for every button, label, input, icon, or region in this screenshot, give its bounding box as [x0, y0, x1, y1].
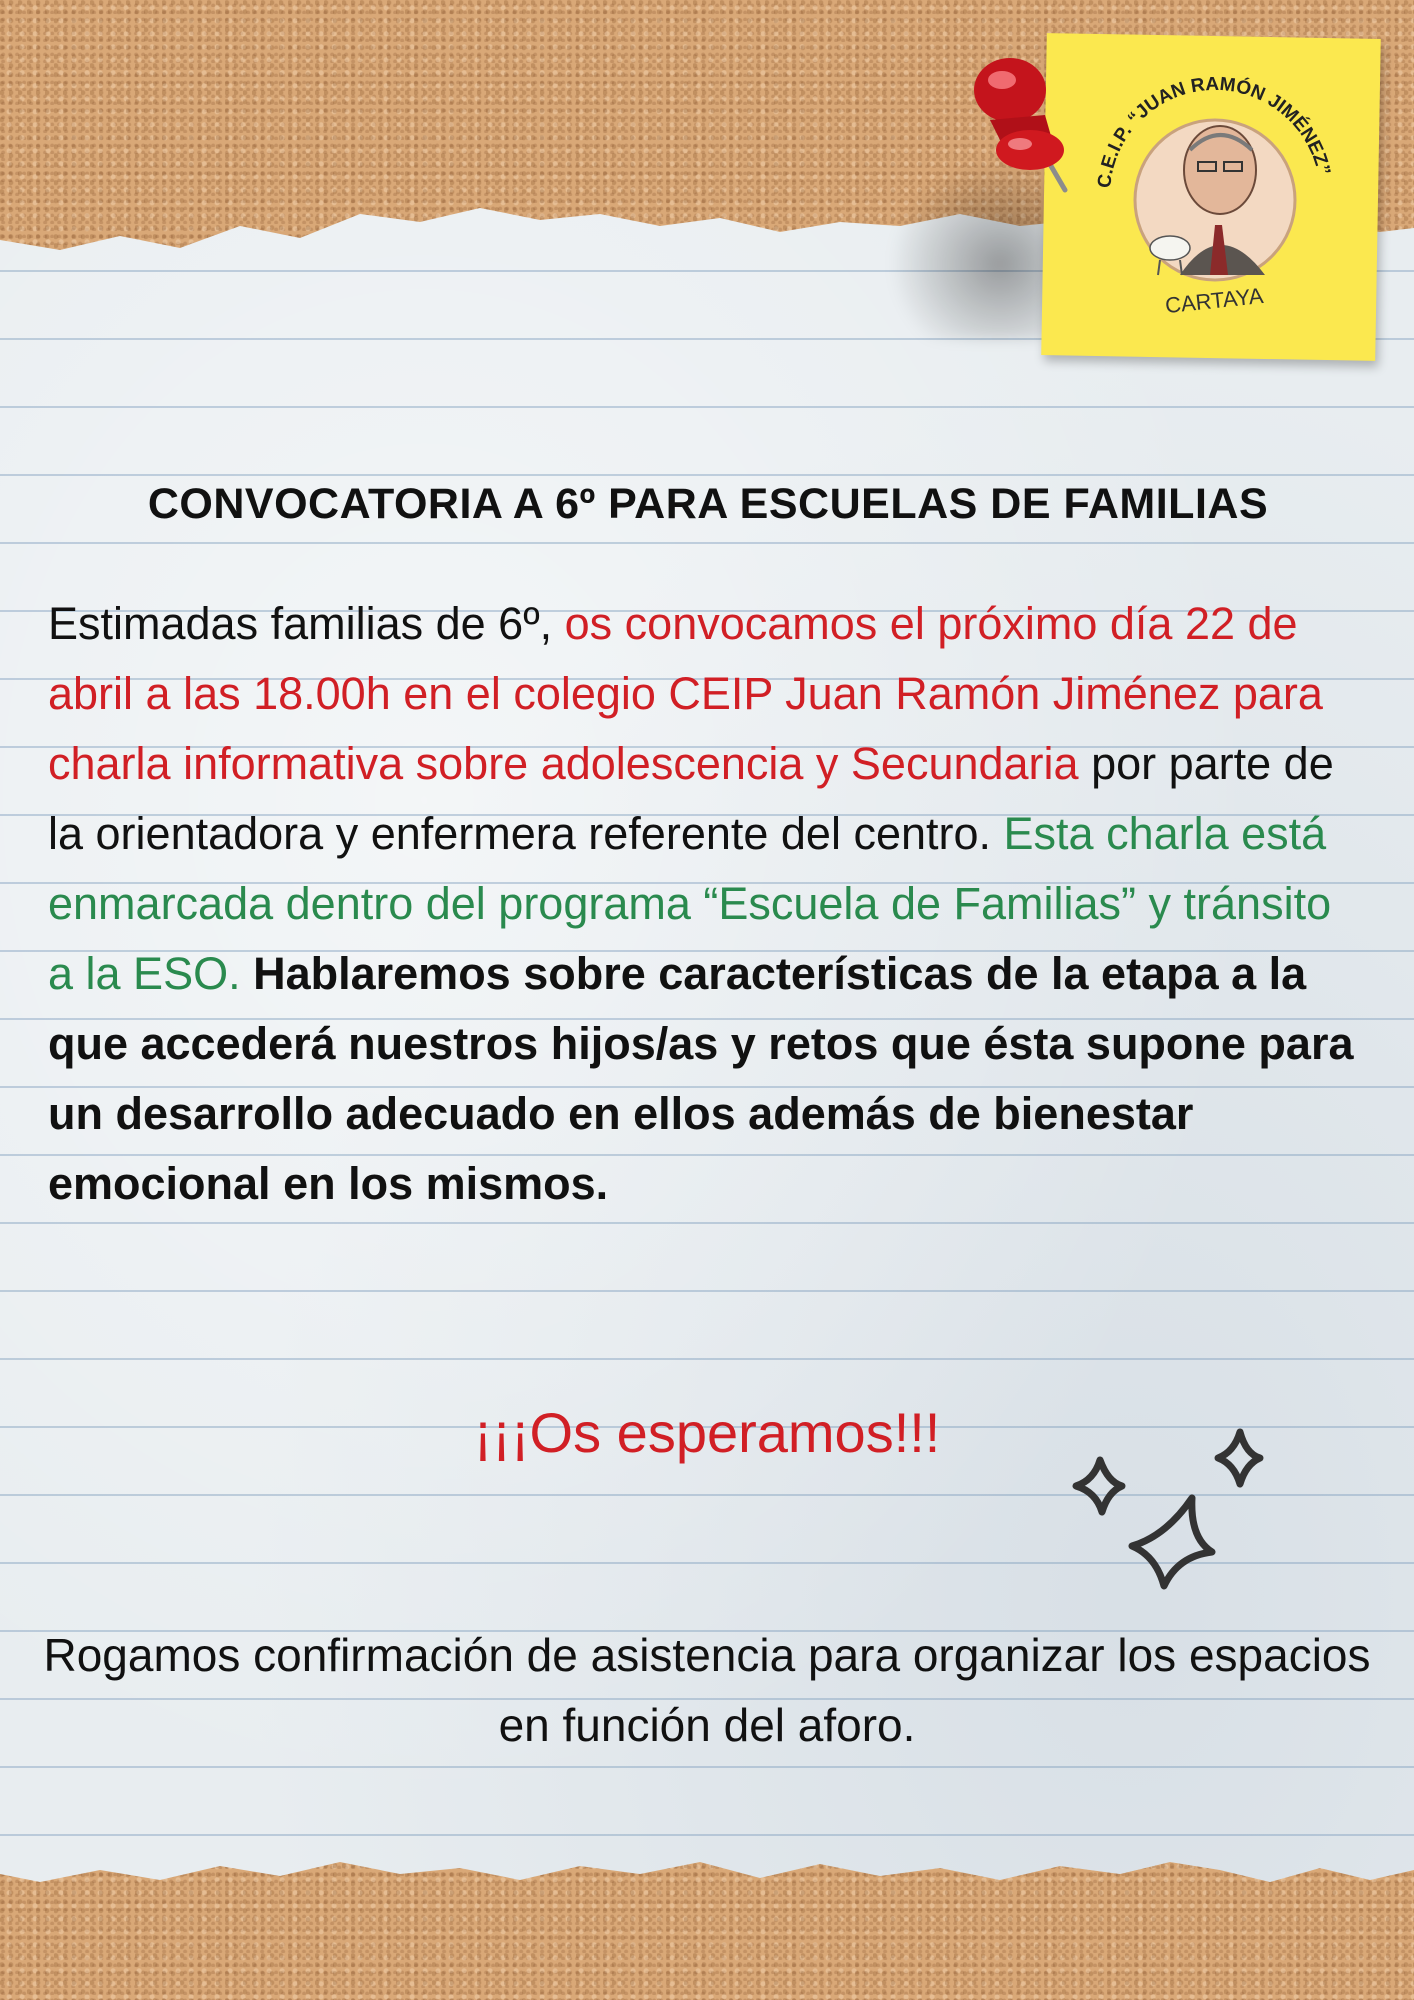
school-logo — [1070, 50, 1360, 320]
donkey-drawing — [1150, 236, 1190, 260]
presenters-text: por parte de la orientadora y enfermera referente del centro. — [48, 738, 1334, 859]
letter-content — [48, 480, 1368, 1219]
announcement-paragraph — [48, 589, 1368, 1219]
pushpin-icon — [960, 40, 1110, 220]
logo-town-text: CARTAYA — [1163, 282, 1265, 319]
event-details-text: os convocamos el próximo día 22 de abril a las 18.00h en el colegio CEIP Juan Ramón Jiménez para charla informativa sobre adolescencia y Secundaria — [48, 598, 1323, 789]
page-title: CONVOCATORIA A 6º PARA ESCUELAS DE FAMILIAS — [147, 480, 1269, 528]
topics-text: Hablaremos sobre características de la etapa a la que accederá nuestros hijos/as y retos que ésta supone para un desarrollo adecuado en ellos además de bienestar emocional en los mismos. — [48, 948, 1354, 1209]
logo-arc-text: C.E.I.P. “JUAN RAMÓN JIMÉNEZ” — [1094, 73, 1334, 190]
intro-text: Estimadas familias de 6º, — [48, 598, 565, 649]
portrait-face — [1184, 126, 1256, 214]
confirmation-request: Rogamos confirmación de asistencia para organizar los espacios en función del aforo. — [43, 1629, 1371, 1751]
closing-message: ¡¡¡Os esperamos!!! — [473, 1401, 941, 1464]
sparkles-icon — [1060, 1420, 1290, 1590]
program-text: Esta charla está enmarcada dentro del programa “Escuela de Familias” y tránsito a la ESO. — [48, 808, 1332, 999]
